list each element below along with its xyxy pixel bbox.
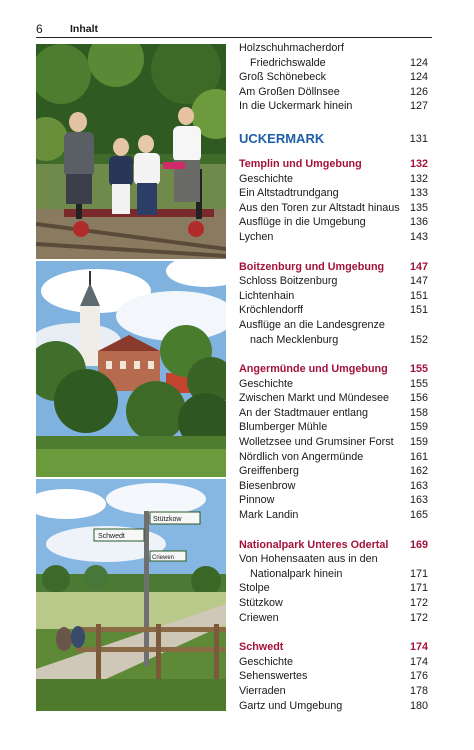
toc-page-number: 174 — [409, 641, 428, 654]
toc-spacer — [239, 347, 428, 362]
toc-entry-title: Gartz und Umgebung — [239, 699, 343, 712]
toc-page-number: 162 — [409, 465, 428, 478]
toc-spacer — [239, 114, 428, 129]
toc-entry[interactable] — [239, 464, 428, 479]
toc-page-number: 171 — [409, 567, 428, 580]
toc-page-number: 165 — [409, 509, 428, 522]
toc-entry[interactable] — [239, 333, 428, 348]
toc-page-number: 132 — [409, 157, 428, 170]
toc-entry-title: Angermünde und Umgebung — [239, 363, 388, 376]
toc-entry-title: Geschichte — [239, 172, 294, 185]
toc-entry[interactable] — [239, 552, 428, 567]
toc-entry[interactable] — [239, 406, 428, 421]
toc-entry-title: Ausflüge an die Landesgrenze — [239, 318, 385, 331]
toc-entry-title: Criewen — [239, 611, 279, 624]
toc-entry[interactable] — [239, 596, 428, 611]
toc-page-number: 131 — [409, 132, 428, 145]
toc-entry[interactable] — [239, 479, 428, 494]
toc-page-number: 155 — [409, 363, 428, 376]
toc-page-number: 169 — [409, 538, 428, 551]
toc-entry[interactable] — [239, 41, 428, 56]
toc-entry[interactable] — [239, 201, 428, 216]
toc-page-number: 152 — [409, 333, 428, 346]
toc-page-number: 163 — [409, 479, 428, 492]
table-of-contents — [239, 41, 428, 713]
photo-column — [36, 44, 226, 711]
toc-page-number: 156 — [409, 392, 428, 405]
toc-page-number: 147 — [409, 260, 428, 273]
toc-entry-title: Ausflüge in die Umgebung — [239, 216, 366, 229]
toc-entry-title: Blumberger Mühle — [239, 421, 328, 434]
toc-entry-title: Am Großen Döllnsee — [239, 85, 340, 98]
toc-entry-title: Holzschuhmacherdorf — [239, 42, 345, 54]
toc-entry-title: Templin und Umgebung — [239, 157, 362, 170]
toc-entry[interactable] — [239, 435, 428, 450]
toc-entry-title: Geschichte — [239, 377, 294, 390]
toc-entry-title: nach Mecklenburg — [250, 333, 339, 346]
photo-castle-church — [36, 261, 226, 477]
toc-entry[interactable] — [239, 669, 428, 684]
toc-entry-title: Zwischen Markt und Mündesee — [239, 392, 390, 405]
toc-entry-title: Aus den Toren zur Altstadt hinaus — [239, 201, 400, 214]
toc-entry-title: Geschichte — [239, 655, 294, 668]
toc-spacer — [239, 523, 428, 538]
page-header — [36, 22, 432, 38]
toc-page-number: 172 — [409, 597, 428, 609]
toc-entry-title: Nationalpark Unteres Odertal — [239, 538, 389, 551]
toc-spacer — [239, 149, 428, 157]
toc-region-heading[interactable] — [239, 129, 428, 149]
toc-entry[interactable] — [239, 289, 428, 304]
toc-page-number: 161 — [409, 450, 428, 463]
toc-page-number: 180 — [409, 699, 428, 712]
toc-entry[interactable] — [239, 85, 428, 100]
toc-entry[interactable] — [239, 493, 428, 508]
toc-entry-title: Von Hohensaaten aus in den — [239, 553, 378, 566]
toc-page-number: 155 — [409, 377, 428, 390]
toc-spacer — [239, 245, 428, 260]
toc-section-heading[interactable] — [239, 640, 428, 655]
toc-entry-title: Ein Altstadtrundgang — [239, 187, 339, 200]
section-title: Inhalt — [70, 23, 98, 35]
toc-entry-title: Sehenswertes — [239, 670, 308, 683]
page-number: 6 — [36, 22, 43, 36]
toc-entry-title: Schloss Boitzenburg — [239, 275, 338, 288]
toc-page-number: 133 — [409, 187, 428, 200]
toc-entry[interactable] — [239, 230, 428, 245]
toc-entry[interactable] — [239, 274, 428, 289]
toc-page-number: 127 — [409, 100, 428, 113]
toc-entry-title: Vierraden — [239, 684, 286, 697]
toc-entry[interactable] — [239, 655, 428, 670]
toc-page-number: 151 — [409, 289, 428, 302]
toc-section-heading[interactable] — [239, 157, 428, 172]
toc-page-number: 178 — [409, 684, 428, 697]
toc-entry-title: Kröchlendorff — [239, 304, 304, 317]
toc-page-number: 163 — [409, 494, 428, 507]
toc-entry[interactable] — [239, 377, 428, 392]
toc-entry-title: UCKERMARK — [239, 130, 325, 146]
toc-entry[interactable] — [239, 172, 428, 187]
toc-entry[interactable] — [239, 420, 428, 435]
toc-page-number: 147 — [409, 275, 428, 288]
toc-page-number: 176 — [409, 670, 428, 683]
toc-section-heading[interactable] — [239, 260, 428, 275]
toc-entry[interactable] — [239, 318, 428, 333]
toc-entry[interactable] — [239, 303, 428, 318]
toc-entry-title: Groß Schönebeck — [239, 71, 327, 84]
toc-page-number: 124 — [409, 56, 428, 69]
signpost-label-2: Schwedt — [98, 533, 125, 540]
toc-entry-title: Greiffenberg — [239, 465, 299, 478]
toc-entry-title: Lychen — [239, 230, 274, 243]
toc-entry-title: An der Stadtmauer entlang — [239, 406, 369, 419]
header-divider — [36, 37, 432, 38]
toc-entry-title: Nationalpark hinein — [250, 567, 343, 580]
toc-entry[interactable] — [239, 391, 428, 406]
toc-page-number: 171 — [409, 582, 428, 595]
toc-entry-title: Nördlich von Angermünde — [239, 450, 364, 463]
toc-page-number: 143 — [409, 230, 428, 243]
toc-entry[interactable] — [239, 567, 428, 582]
toc-entry-title: Lichtenhain — [239, 289, 295, 302]
signpost-label-3: Criewen — [152, 555, 175, 561]
toc-entry-title: Mark Landin — [239, 509, 299, 522]
toc-page-number: 124 — [409, 71, 428, 84]
toc-entry[interactable] — [239, 450, 428, 465]
toc-entry-title: Pinnow — [239, 494, 275, 507]
toc-entry[interactable] — [239, 684, 428, 699]
toc-entry[interactable] — [239, 215, 428, 230]
toc-page-number: 136 — [409, 216, 428, 229]
toc-entry[interactable] — [239, 186, 428, 201]
toc-entry[interactable] — [239, 581, 428, 596]
toc-entry[interactable] — [239, 56, 428, 71]
toc-section-heading[interactable] — [239, 362, 428, 377]
photo-signpost-path — [36, 479, 226, 711]
toc-entry-title: In die Uckermark hinein — [239, 100, 353, 113]
toc-entry-title: Friedrichswalde — [250, 56, 326, 69]
toc-entry-title: Stolpe — [239, 582, 270, 595]
toc-entry-title: Stützkow — [239, 597, 283, 609]
toc-spacer — [239, 625, 428, 640]
toc-entry[interactable] — [239, 699, 428, 714]
toc-page-number: 132 — [409, 172, 428, 185]
signpost-label-1: Stützkow — [153, 516, 182, 523]
toc-page-number: 159 — [409, 421, 428, 434]
toc-page-number: 151 — [409, 304, 428, 317]
toc-entry-title: Biesenbrow — [239, 479, 296, 492]
toc-entry-title: Schwedt — [239, 641, 284, 654]
toc-entry[interactable] — [239, 508, 428, 523]
toc-entry[interactable] — [239, 70, 428, 85]
toc-page-number: 174 — [409, 655, 428, 668]
toc-entry[interactable] — [239, 99, 428, 114]
toc-section-heading[interactable] — [239, 538, 428, 553]
toc-page-number: 172 — [409, 611, 428, 624]
photo-draisine-riders — [36, 44, 226, 259]
toc-page-number: 135 — [409, 201, 428, 214]
toc-page-number: 158 — [409, 406, 428, 419]
toc-entry[interactable] — [239, 611, 428, 626]
toc-page-number: 159 — [409, 436, 428, 449]
toc-page-number: 126 — [409, 85, 428, 98]
toc-entry-title: Boitzenburg und Umgebung — [239, 260, 385, 273]
toc-entry-title: Wolletzsee und Grumsiner Forst — [239, 436, 394, 449]
